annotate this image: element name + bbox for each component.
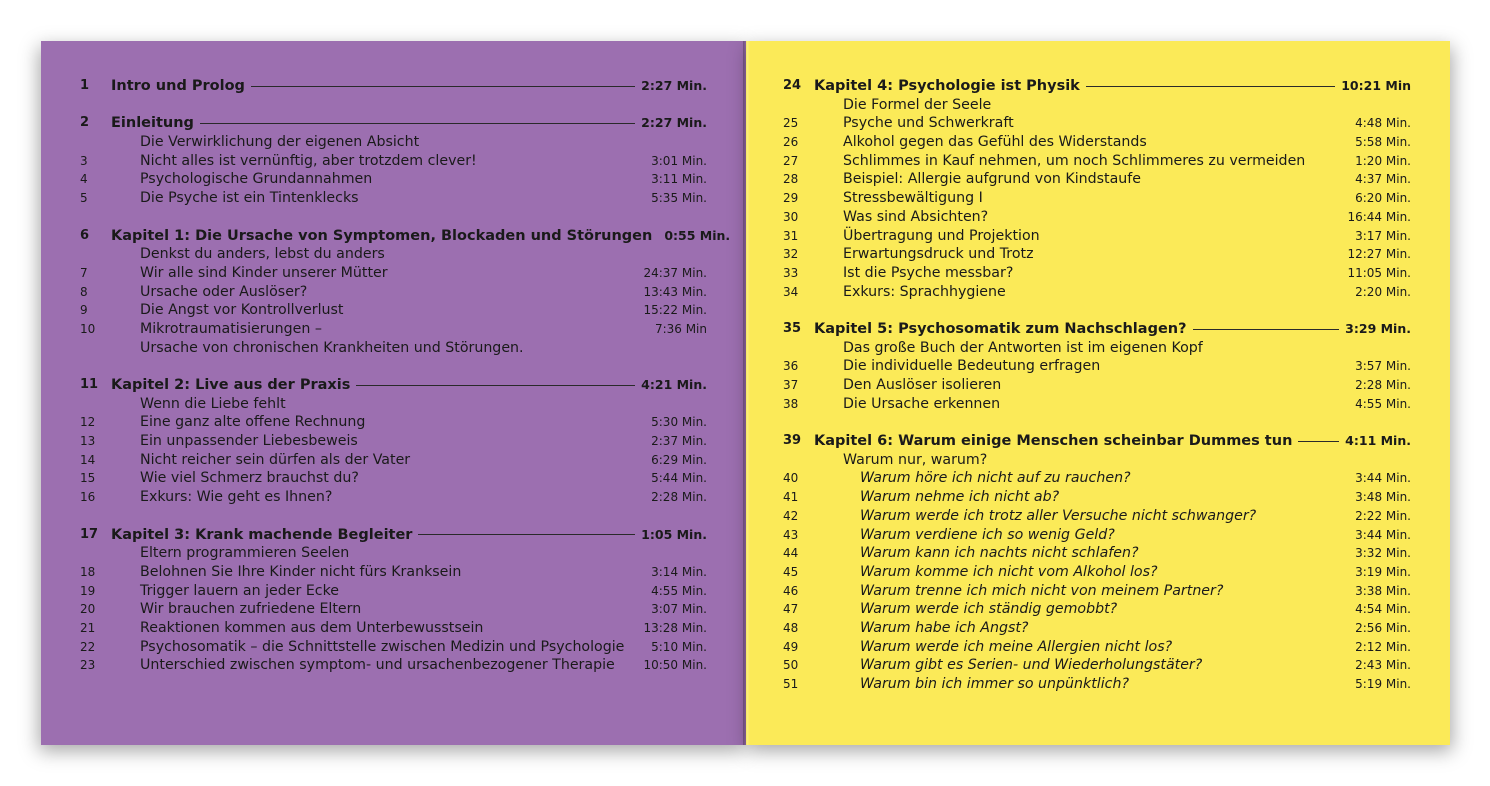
track-duration: 13:28 Min. [643, 620, 707, 635]
section-subtitle [80, 339, 707, 358]
track-duration: 4:54 Min. [1355, 602, 1411, 617]
track-duration: 3:44 Min. [1355, 471, 1411, 486]
chapter-heading [80, 376, 707, 395]
section-subtitle [80, 395, 707, 414]
track-duration: 3:57 Min. [1355, 359, 1411, 374]
track-duration: 3:19 Min. [1355, 564, 1411, 579]
chapter-title: Kapitel 1: Die Ursache von Symptomen, Blockaden und Störungen [111, 227, 653, 244]
track-number: 7 [80, 265, 88, 280]
leader-line [251, 86, 635, 87]
track-title: Ein unpassender Liebesbeweis [140, 433, 358, 450]
track-duration: 6:20 Min. [1355, 191, 1411, 206]
track-title: Ist die Psyche messbar? [843, 264, 1014, 281]
track-row [783, 283, 1411, 302]
track-title: Beispiel: Allergie aufgrund von Kindstaufe [843, 171, 1141, 188]
track-duration: 3:32 Min. [1355, 546, 1411, 561]
leader-line [356, 385, 635, 386]
chapter-duration: 4:21 Min. [641, 377, 707, 392]
track-duration: 3:14 Min. [651, 564, 707, 579]
section-subtitle [80, 133, 707, 152]
track-title: Warum werde ich ständig gemobbt? [860, 601, 1118, 618]
chapter-heading [783, 432, 1411, 451]
chapter-duration: 0:55 Min. [664, 227, 731, 243]
chapter-duration: 2:27 Min. [641, 78, 707, 93]
track-number: 45 [783, 564, 799, 579]
track-duration: 12:27 Min. [1347, 247, 1411, 262]
track-row [783, 656, 1411, 675]
track-number: 29 [783, 191, 799, 206]
track-title: Eine ganz alte offene Rechnung [140, 414, 366, 431]
chapter-title: Intro und Prolog [111, 78, 245, 94]
track-title: Alkohol gegen das Gefühl des Widerstands [843, 134, 1147, 151]
track-number: 42 [783, 508, 799, 523]
track-number: 15 [80, 471, 96, 486]
chapter-duration: 1:05 Min. [641, 526, 707, 542]
track-title: Warum trenne ich mich nicht von meinem Partner? [860, 582, 1224, 599]
chapter-duration: 4:11 Min. [1345, 433, 1411, 449]
section-subtitle [783, 339, 1411, 358]
track-title: Wir alle sind Kinder unserer Mütter [140, 264, 388, 281]
track-duration: 3:11 Min. [651, 172, 707, 187]
track-number: 38 [783, 396, 799, 411]
track-row [783, 357, 1411, 376]
section-subtitle [80, 245, 707, 264]
track-number: 41 [783, 490, 799, 505]
track-row [80, 638, 707, 657]
track-title: Warum nur, warum? [843, 451, 988, 468]
right-track-list [783, 77, 1411, 694]
track-title: Psychosomatik – die Schnittstelle zwischen Medizin und Psychologie [140, 638, 625, 655]
track-title: Was sind Absichten? [843, 208, 989, 225]
track-duration: 4:55 Min. [651, 583, 707, 598]
track-number: 50 [783, 658, 799, 673]
track-title: Exkurs: Sprachhygiene [843, 283, 1006, 300]
track-duration: 4:48 Min. [1355, 116, 1411, 131]
track-row [80, 451, 707, 470]
track-duration: 3:44 Min. [1355, 527, 1411, 542]
track-row [80, 619, 707, 638]
track-row [783, 582, 1411, 601]
track-title: Belohnen Sie Ihre Kinder nicht fürs Kranksein [140, 563, 462, 580]
track-number: 3 [80, 153, 88, 168]
track-duration: 2:22 Min. [1355, 508, 1411, 523]
track-duration: 3:48 Min. [1355, 490, 1411, 505]
track-row [783, 563, 1411, 582]
track-row [783, 227, 1411, 246]
track-duration: 11:05 Min. [1347, 265, 1411, 280]
track-duration: 2:43 Min. [1355, 658, 1411, 673]
track-row [80, 488, 707, 507]
track-number: 8 [80, 284, 88, 299]
leader-line [1193, 329, 1340, 330]
track-row [783, 619, 1411, 638]
track-title: Wie viel Schmerz brauchst du? [140, 470, 359, 487]
track-row [783, 114, 1411, 133]
track-row [783, 376, 1411, 395]
section-subtitle [783, 96, 1411, 115]
track-duration: 3:01 Min. [651, 153, 707, 168]
chapter-title: Kapitel 6: Warum einige Menschen scheinbar Dummes tun [814, 433, 1293, 450]
track-number: 24 [783, 78, 802, 93]
chapter-duration: 10:21 Min [1341, 78, 1411, 93]
track-number: 36 [783, 359, 799, 374]
track-title: Die Verwirklichung der eigenen Absicht [140, 134, 420, 151]
track-number: 17 [80, 526, 99, 542]
track-row [783, 170, 1411, 189]
track-title: Denkst du anders, lebst du anders [140, 246, 385, 263]
track-number: 11 [80, 377, 99, 392]
track-title: Mikrotraumatisierungen – [140, 320, 322, 337]
track-row [783, 395, 1411, 414]
track-row [783, 526, 1411, 545]
chapter-title: Kapitel 5: Psychosomatik zum Nachschlagen? [814, 320, 1187, 337]
track-title: Warum bin ich immer so unpünktlich? [860, 676, 1129, 692]
track-row [783, 488, 1411, 507]
track-duration: 4:55 Min. [1355, 396, 1411, 411]
section-subtitle [80, 544, 707, 563]
track-title: Übertragung und Projektion [843, 227, 1040, 244]
track-duration: 5:58 Min. [1355, 135, 1411, 150]
leader-line [418, 534, 635, 535]
track-duration: 2:28 Min. [651, 490, 707, 505]
track-number: 33 [783, 265, 799, 280]
track-title: Psyche und Schwerkraft [843, 115, 1014, 132]
track-title: Ursache oder Auslöser? [140, 283, 308, 300]
track-number: 10 [80, 321, 96, 336]
chapter-duration: 2:27 Min. [641, 115, 707, 131]
track-title: Unterschied zwischen symptom- und ursachenbezogener Therapie [140, 657, 615, 674]
track-number: 43 [783, 527, 799, 542]
track-number: 39 [783, 433, 802, 449]
track-row [80, 432, 707, 451]
track-duration: 5:10 Min. [651, 639, 707, 654]
track-row [80, 170, 707, 189]
track-number: 19 [80, 583, 96, 598]
track-duration: 3:07 Min. [651, 602, 707, 617]
chapter-heading [80, 526, 707, 545]
track-row [783, 544, 1411, 563]
track-row [80, 582, 707, 601]
track-duration: 2:37 Min. [651, 434, 707, 449]
track-title: Warum verdiene ich so wenig Geld? [860, 526, 1115, 543]
track-title: Die Psyche ist ein Tintenklecks [140, 190, 359, 207]
track-row [783, 638, 1411, 657]
track-duration: 5:19 Min. [1355, 677, 1411, 691]
track-title: Warum werde ich meine Allergien nicht los? [860, 638, 1173, 655]
track-number: 1 [80, 78, 90, 93]
track-duration: 5:30 Min. [651, 415, 707, 430]
chapter-title-line [814, 77, 1411, 96]
track-duration: 2:20 Min. [1355, 284, 1411, 299]
track-row [80, 600, 707, 619]
chapter-title: Einleitung [111, 115, 194, 132]
track-title: Ursache von chronischen Krankheiten und Störungen. [140, 339, 524, 356]
track-title: Warum komme ich nicht vom Alkohol los? [860, 563, 1158, 580]
track-row [783, 189, 1411, 208]
track-title: Stressbewältigung I [843, 190, 983, 207]
track-row [80, 656, 707, 675]
track-title: Die individuelle Bedeutung erfragen [843, 358, 1101, 375]
track-number: 26 [783, 135, 799, 150]
track-duration: 2:12 Min. [1355, 639, 1411, 654]
track-title: Wir brauchen zufriedene Eltern [140, 601, 362, 618]
track-number: 20 [80, 602, 96, 617]
track-number: 27 [783, 153, 799, 168]
track-title: Warum gibt es Serien- und Wiederholungstäter? [860, 657, 1203, 674]
track-number: 44 [783, 546, 799, 561]
track-title: Den Auslöser isolieren [843, 377, 1002, 393]
track-row [783, 675, 1411, 694]
track-duration: 1:20 Min. [1355, 153, 1411, 168]
track-row [80, 301, 707, 320]
track-row [783, 469, 1411, 488]
track-row [783, 133, 1411, 152]
track-title: Nicht alles ist vernünftig, aber trotzdem clever! [140, 152, 477, 169]
track-title: Nicht reicher sein dürfen als der Vater [140, 451, 411, 468]
track-number: 51 [783, 677, 799, 691]
track-number: 25 [783, 116, 799, 131]
track-title: Wenn die Liebe fehlt [140, 395, 286, 412]
track-title: Erwartungsdruck und Trotz [843, 246, 1034, 263]
track-number: 46 [783, 583, 799, 598]
chapter-title-line [814, 432, 1411, 451]
leader-line [1086, 86, 1335, 87]
track-title: Schlimmes in Kauf nehmen, um noch Schlimmeres zu vermeiden [843, 152, 1306, 169]
track-title: Reaktionen kommen aus dem Unterbewusstsein [140, 619, 484, 636]
track-row [783, 152, 1411, 171]
track-title: Psychologische Grundannahmen [140, 171, 373, 188]
track-row [80, 283, 707, 302]
track-row [783, 600, 1411, 619]
track-number: 12 [80, 415, 96, 430]
chapter-title: Kapitel 2: Live aus der Praxis [111, 377, 351, 393]
chapter-heading [783, 320, 1411, 339]
track-number: 2 [80, 115, 90, 131]
track-row [80, 469, 707, 488]
track-title: Die Ursache erkennen [843, 395, 1001, 412]
chapter-heading [80, 77, 707, 96]
track-duration: 10:50 Min. [643, 658, 707, 673]
chapter-title: Kapitel 4: Psychologie ist Physik [814, 78, 1080, 94]
track-duration: 2:56 Min. [1355, 620, 1411, 635]
track-number: 5 [80, 191, 88, 206]
track-title: Eltern programmieren Seelen [140, 545, 350, 562]
track-title: Warum werde ich trotz aller Versuche nicht schwanger? [860, 507, 1257, 524]
track-duration: 7:36 Min [654, 321, 707, 336]
track-row [783, 245, 1411, 264]
track-title: Warum höre ich nicht auf zu rauchen? [860, 470, 1131, 487]
track-number: 14 [80, 452, 96, 467]
track-number: 22 [80, 639, 96, 654]
track-duration: 15:22 Min. [643, 303, 707, 318]
track-number: 40 [783, 471, 799, 486]
chapter-heading [80, 227, 731, 246]
track-number: 31 [783, 228, 799, 243]
track-duration: 6:29 Min. [651, 452, 707, 467]
track-duration: 3:38 Min. [1355, 583, 1411, 598]
chapter-title-line [111, 114, 707, 133]
track-number: 49 [783, 639, 799, 654]
track-row [80, 563, 707, 582]
chapter-title-line [814, 320, 1411, 339]
track-number: 47 [783, 602, 799, 617]
track-duration: 16:44 Min. [1347, 209, 1411, 224]
track-title: Warum nehme ich nicht ab? [860, 489, 1060, 506]
section-subtitle [783, 451, 1411, 470]
track-number: 16 [80, 490, 96, 505]
track-number: 37 [783, 378, 799, 392]
chapter-title-line [111, 77, 707, 96]
track-title: Exkurs: Wie geht es Ihnen? [140, 489, 333, 506]
track-number: 34 [783, 284, 799, 299]
chapter-title: Kapitel 3: Krank machende Begleiter [111, 526, 413, 543]
chapter-title-line [111, 526, 707, 545]
track-row [80, 189, 707, 208]
leader-line [200, 123, 635, 124]
track-number: 32 [783, 247, 799, 262]
track-number: 28 [783, 172, 799, 187]
track-number: 18 [80, 564, 96, 579]
track-title: Die Formel der Seele [843, 96, 992, 113]
track-duration: 13:43 Min. [643, 284, 707, 299]
track-number: 4 [80, 172, 88, 187]
track-number: 23 [80, 658, 96, 673]
track-row [783, 264, 1411, 283]
track-duration: 5:44 Min. [651, 471, 707, 486]
chapter-title-line [111, 376, 707, 395]
track-title: Warum kann ich nachts nicht schlafen? [860, 545, 1139, 562]
track-row [80, 152, 707, 171]
track-row [80, 264, 707, 283]
track-duration: 24:37 Min. [643, 265, 707, 280]
track-row [783, 208, 1411, 227]
chapter-heading [783, 77, 1411, 96]
track-number: 13 [80, 434, 96, 449]
track-duration: 4:37 Min. [1355, 172, 1411, 187]
track-title: Warum habe ich Angst? [860, 619, 1029, 636]
track-row [783, 507, 1411, 526]
booklet-spine [743, 41, 750, 745]
track-title: Das große Buch der Antworten ist im eigenen Kopf [843, 339, 1203, 356]
track-number: 35 [783, 320, 802, 336]
track-number: 6 [80, 227, 90, 243]
chapter-duration: 3:29 Min. [1345, 320, 1411, 336]
track-title: Trigger lauern an jeder Ecke [140, 582, 340, 599]
track-row [80, 320, 707, 339]
track-duration: 3:17 Min. [1355, 228, 1411, 243]
track-duration: 5:35 Min. [651, 191, 707, 206]
track-duration: 2:28 Min. [1355, 378, 1411, 392]
track-number: 48 [783, 620, 799, 635]
left-track-list [80, 77, 731, 675]
leader-line [1298, 441, 1339, 442]
track-number: 30 [783, 209, 799, 224]
chapter-heading [80, 114, 707, 133]
track-number: 21 [80, 620, 96, 635]
chapter-title-line [111, 227, 731, 246]
track-number: 9 [80, 303, 88, 318]
track-row [80, 413, 707, 432]
track-title: Die Angst vor Kontrollverlust [140, 302, 344, 319]
